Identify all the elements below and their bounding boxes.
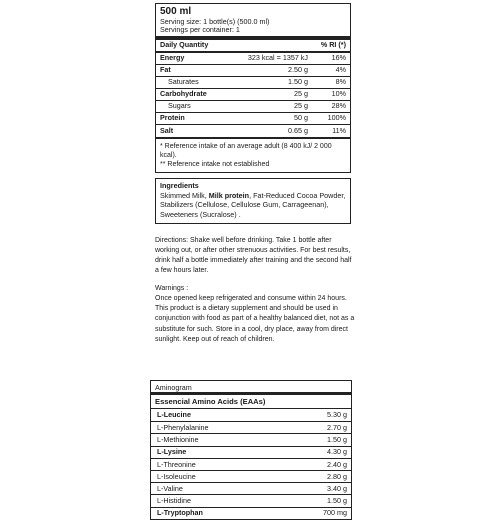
volume-label: 500 ml bbox=[160, 6, 192, 17]
footnote-not-established: ** Reference intake not established bbox=[160, 160, 270, 168]
nutrient-name: Protein bbox=[160, 113, 185, 123]
footnote-reference-intake: * Reference intake of an average adult (8 400 kJ/ 2 000 kcal). bbox=[160, 142, 332, 159]
eaa-subtitle: Essencial Amino Acids (EAAs) bbox=[151, 395, 351, 409]
nutrient-row-fat bbox=[156, 65, 350, 77]
nutrient-amount: 25 g bbox=[294, 101, 308, 111]
amino-row bbox=[151, 470, 351, 482]
nutrient-ri: 16% bbox=[331, 53, 346, 63]
nutrient-ri: 4% bbox=[335, 65, 346, 75]
aminogram-title: Aminogram bbox=[151, 381, 351, 395]
nutrition-header bbox=[156, 4, 350, 40]
nutrient-row-protein bbox=[156, 113, 350, 125]
amino-name: L-Tryptophan bbox=[157, 508, 203, 518]
nutrient-amount: 2.50 g bbox=[288, 65, 308, 75]
nutrient-ri: 100% bbox=[327, 113, 346, 123]
warnings-title: Warnings : bbox=[155, 285, 189, 292]
nutrition-table bbox=[155, 3, 351, 173]
amino-value: 5.30 g bbox=[327, 410, 347, 420]
ingredients-text-bold: Milk protein bbox=[208, 190, 250, 200]
daily-quantity-label: Daily Quantity bbox=[160, 40, 209, 50]
nutrient-ri: 10% bbox=[331, 89, 346, 99]
nutrient-row-salt bbox=[156, 125, 350, 137]
amino-name: L-Methionine bbox=[157, 435, 199, 445]
aminogram-table bbox=[150, 380, 352, 520]
amino-value: 4.30 g bbox=[327, 447, 347, 457]
energy-value: 323 kcal = 1357 kJ bbox=[247, 53, 308, 63]
amino-value: 3.40 g bbox=[327, 484, 347, 494]
nutrient-name: Energy bbox=[160, 53, 185, 63]
amino-value: 2.70 g bbox=[327, 423, 347, 433]
nutrient-ri: 8% bbox=[335, 77, 346, 87]
amino-row bbox=[151, 482, 351, 494]
ingredients-text-pre: Skimmed Milk, bbox=[160, 190, 209, 200]
ingredients-box bbox=[155, 178, 351, 224]
nutrient-amount: 1.50 g bbox=[288, 77, 308, 87]
amino-value: 1.50 g bbox=[327, 496, 347, 506]
amino-value: 700 mg bbox=[323, 508, 347, 518]
nutrient-name: Salt bbox=[160, 125, 174, 135]
ingredients-text bbox=[160, 191, 346, 220]
amino-row bbox=[151, 507, 351, 519]
nutrient-ri: 11% bbox=[332, 125, 346, 135]
nutrition-column-header bbox=[156, 40, 350, 53]
serving-size: Serving size: 1 bottle(s) (500.0 ml) bbox=[160, 17, 270, 26]
directions-text: Directions: Shake well before drinking. Take 1 bottle after working out, or after other strenuous activities. For best results, drink half a bottle immediately after training and the second half a few hours later. bbox=[155, 237, 352, 275]
nutrient-name: Fat bbox=[160, 65, 171, 75]
amino-name: L-Histidine bbox=[157, 496, 191, 506]
nutrient-row-energy bbox=[156, 53, 350, 65]
amino-value: 2.80 g bbox=[327, 471, 347, 481]
nutrition-footnotes bbox=[156, 137, 350, 172]
amino-name: L-Lysine bbox=[157, 447, 187, 457]
ingredients-text-post: , Fat-Reduced Cocoa Powder, Stabilizers (Cellulose, Cellulose Gum, Carrageenan), Sweeteners (Sucralose) . bbox=[160, 190, 346, 220]
amino-row bbox=[151, 421, 351, 433]
amino-value: 2.40 g bbox=[327, 459, 347, 469]
ingredients-title: Ingredients bbox=[160, 181, 199, 190]
nutrient-row-saturates bbox=[156, 77, 350, 89]
amino-name: L-Threonine bbox=[157, 459, 196, 469]
amino-row bbox=[151, 409, 351, 421]
nutrient-amount: 0.65 g bbox=[288, 125, 308, 135]
amino-row bbox=[151, 433, 351, 445]
nutrient-amount: 50 g bbox=[294, 113, 308, 123]
warnings-section bbox=[155, 284, 355, 345]
nutrient-name: Saturates bbox=[168, 77, 199, 87]
nutrient-name: Carbohydrate bbox=[160, 89, 207, 99]
amino-name: L-Leucine bbox=[157, 410, 191, 420]
nutrient-row-sugars bbox=[156, 101, 350, 113]
nutrient-name: Sugars bbox=[168, 101, 191, 111]
warnings-text: Once opened keep refrigerated and consume within 24 hours. This product is a dietary supplement and should be used in conjunction with food as part of a healthy balanced diet, not as a substitute for such. Store in a cool, dry place, away from direct sunlight. Keep out of reach of children. bbox=[155, 295, 355, 343]
amino-rows bbox=[151, 409, 351, 519]
ri-header: % RI (*) bbox=[320, 40, 346, 50]
servings-per-container: Servings per container: 1 bbox=[160, 25, 240, 35]
amino-name: L-Valine bbox=[157, 484, 183, 494]
amino-name: L-Isoleucine bbox=[157, 471, 196, 481]
nutrient-row-carbohydrate bbox=[156, 89, 350, 101]
amino-value: 1.50 g bbox=[327, 435, 347, 445]
amino-name: L-Phenylalanine bbox=[157, 423, 209, 433]
amino-row bbox=[151, 494, 351, 506]
nutrient-amount: 25 g bbox=[294, 89, 308, 99]
nutrient-ri: 28% bbox=[331, 101, 346, 111]
amino-row bbox=[151, 458, 351, 470]
amino-row bbox=[151, 446, 351, 458]
